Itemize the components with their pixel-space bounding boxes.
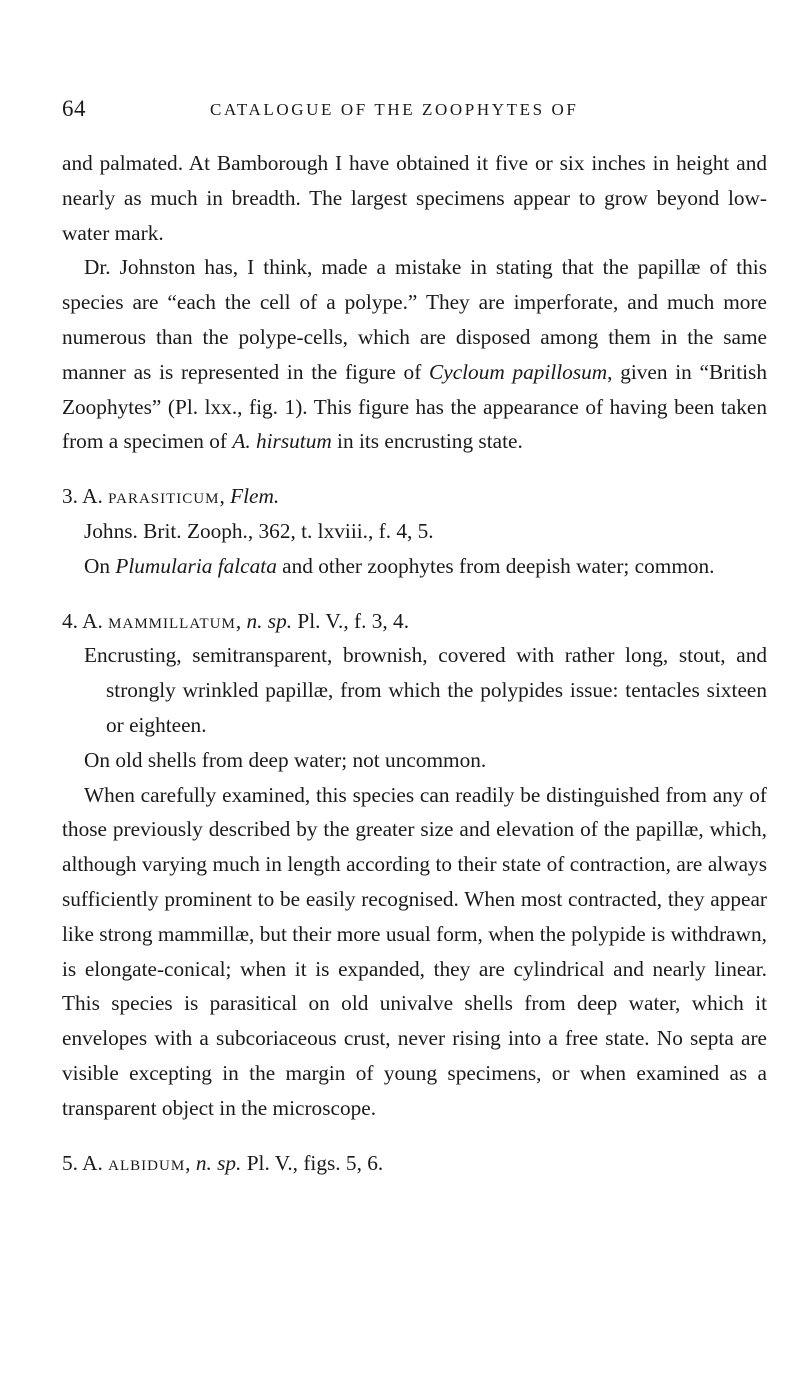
habitat-note: On Plumularia falcata and other zoophytes from deepish water; common. [84,553,715,578]
running-head [62,96,767,126]
authority: n. sp. [195,1150,242,1175]
plate-reference: Pl. V., f. 3, 4. [292,608,410,633]
species-entry-parasiticum [62,479,767,583]
species-epithet: albidum [108,1150,186,1175]
intro-paragraph: and palmated. At Bamborough I have obtained it five or six inches in height and nearly as much in breadth. The largest specimens appear to grow beyond low-water mark. [62,151,767,245]
authority: n. sp. [246,608,293,633]
habitat-note: On old shells from deep water; not uncommon. [84,747,487,772]
page-number: 64 [62,96,86,121]
entry-heading: 5. A. albidum, n. sp. Pl. V., figs. 5, 6. [62,1150,384,1175]
host-name: Plumularia falcata [115,553,277,578]
species-epithet: mammillatum [108,608,236,633]
species-name: A. hirsutum [232,429,332,454]
remarks-paragraph: When carefully examined, this species can readily be distinguished from any of those previously described by the greater size and elevation of the papillæ, which, although varying much in length according to their state of contraction, are always sufficiently prominent to be easily recognised. When most contracted, they appear like strong mammillæ, but their more usual form, when the polypide is withdrawn, is elongate-conical; when it is expanded, they are cylindrical and nearly linear. This species is parasitical on old univalve shells from deep water, which it envelopes with a subcoriaceous crust, never rising into a free state. No septa are visible excepting in the margin of young specimens, or when examined as a transparent object in the microscope. [62,782,767,1120]
body-text [62,146,767,1180]
literature-reference: Johns. Brit. Zooph., 362, t. lxviii., f. 4, 5. [84,518,434,543]
authority: Flem. [230,484,280,509]
species-epithet: parasiticum [108,484,220,509]
species-entry-mammillatum [62,604,767,1126]
species-entry-albidum [62,1146,767,1181]
plate-reference: Pl. V., figs. 5, 6. [241,1150,384,1175]
species-description: Encrusting, semitransparent, brownish, covered with rather long, stout, and strongly wrinkled papillæ, from which the polypides issue: tentacles sixteen or eighteen. [84,643,767,737]
entry-heading: 3. A. parasiticum, Flem. [62,484,280,509]
entry-heading: 4. A. mammillatum, n. sp. Pl. V., f. 3, 4. [62,608,410,633]
genus-name: Cycloum papillosum [429,359,608,384]
remark-paragraph: Dr. Johnston has, I think, made a mistake in stating that the papillæ of this species are “each the cell of a polype.” They are imperforate, and much more numerous than the polype-cells, which are disposed among them in the same manner as is represented in the figure of Cycloum papillosum, given in “British Zoophytes” (Pl. lxx., fig. 1). This figure has the appearance of having been taken from a specimen of A. hirsutum in its encrusting state. [62,255,767,454]
running-title: CATALOGUE OF THE ZOOPHYTES OF [210,100,579,119]
